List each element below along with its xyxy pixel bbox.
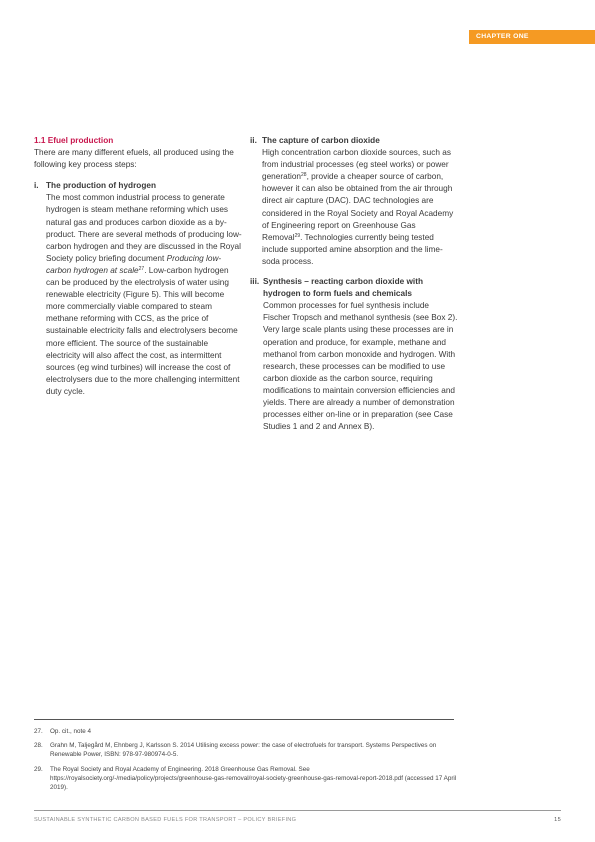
step-number: iii. — [250, 277, 260, 287]
footnote-text: Grahn M, Taljegård M, Ehnberg J, Karlsson S. 2014 Utilising excess power: the case of electrofuels for transport. Systems Perspectives on Renewable Power, ISBN: 978-97-980974-0-5. — [50, 742, 437, 759]
footer-divider — [34, 810, 561, 811]
step-text: The most common industrial process to generate hydrogen is steam methane reforming which uses natural gas and produces carbon dioxide as a by-product. There are several methods of producing low-carbon hydrogen and they are discussed in the Royal Society policy briefing document — [46, 193, 242, 263]
step-text: , provide a cheaper source of carbon, however it can also be obtained from the air through direct air capture (DAC). DAC technologies are considered in the Royal Society and Royal Academy of Engineering report on Greenhouse Gas Removal — [262, 172, 454, 242]
intro-paragraph: There are many different efuels, all produced using the following key process steps: — [34, 148, 234, 170]
footnote-ref: 29 — [294, 232, 301, 239]
step-title: The capture of carbon dioxide — [262, 136, 380, 145]
step-carbon-capture — [250, 135, 458, 268]
footnote-text: Op. cit., note 4 — [50, 728, 91, 735]
step-synthesis — [250, 276, 458, 433]
footnote-text: The Royal Society and Royal Academy of Engineering. 2018 Greenhouse Gas Removal. See https://royalsociety.org/-/media/policy/projects/greenhouse-gas-removal/royal-society-greenhouse-gas-removal-report-2018.pdf (accessed 17 April 2019). — [50, 765, 457, 792]
chapter-tab — [469, 30, 595, 44]
footnote-ref: 27 — [138, 265, 145, 272]
section-heading: 1.1 Efuel production — [34, 136, 114, 145]
footnotes — [34, 727, 464, 797]
document-title-italic: Producing low-carbon hydrogen at scale — [46, 253, 222, 275]
step-hydrogen — [34, 180, 242, 398]
left-column — [34, 135, 242, 406]
step-number: i. — [34, 181, 39, 191]
step-body — [46, 192, 242, 398]
page-number: 15 — [554, 817, 561, 823]
footnote-number: 27. — [34, 728, 43, 735]
footnote-number: 29. — [34, 765, 43, 773]
step-title: The production of hydrogen — [46, 181, 156, 191]
page-footer — [34, 817, 561, 823]
step-text: . Technologies currently being tested include supported amine absorption and the lime-soda process. — [262, 232, 443, 266]
footnote-item — [34, 741, 464, 759]
footnote-item — [34, 765, 464, 793]
step-title: Synthesis – reacting carbon dioxide with hydrogen to form fuels and chemicals — [263, 277, 423, 299]
step-body: Common processes for fuel synthesis include Fischer Tropsch and methanol synthesis (see Box 2). Very large scale plants using these processes are in operation and produce, for example, methane and methanol from carbon monoxide and hydrogen. With research, these processes can be modified to use carbon dioxide as the carbon source, requiring modifications to maintain conversion efficiencies and yields. There are already a number of demonstration processes either on-line or in preparation (see Case Studies 1 and 2 and Annex B). — [263, 301, 458, 432]
chapter-label: CHAPTER ONE — [476, 33, 529, 40]
step-number: ii. — [250, 136, 257, 145]
step-body — [262, 147, 458, 268]
right-column — [250, 135, 458, 441]
footnote-item — [34, 727, 464, 736]
footnote-number: 28. — [34, 742, 43, 750]
step-text: . Low-carbon hydrogen can be produced by the electrolysis of water using renewable electricity (Figure 5). This will become more commercially viable compared to steam methane reforming with CCS, as the price of sustainable electricity falls and electrolysers become more efficient. The source of the sustainable electricity will also affect the cost, as intermittent sources (eg wind turbines) will increase the cost of electrolysers due to the more challenging intermittent duty cycle. — [46, 265, 240, 396]
step-text: High concentration carbon dioxide sources, such as from industrial processes (eg steel works) or power generation — [262, 148, 451, 182]
footnote-divider — [34, 719, 454, 720]
footer-title: SUSTAINABLE SYNTHETIC CARBON BASED FUELS FOR TRANSPORT – POLICY BRIEFING — [34, 817, 297, 823]
footnote-ref: 28 — [301, 172, 307, 179]
